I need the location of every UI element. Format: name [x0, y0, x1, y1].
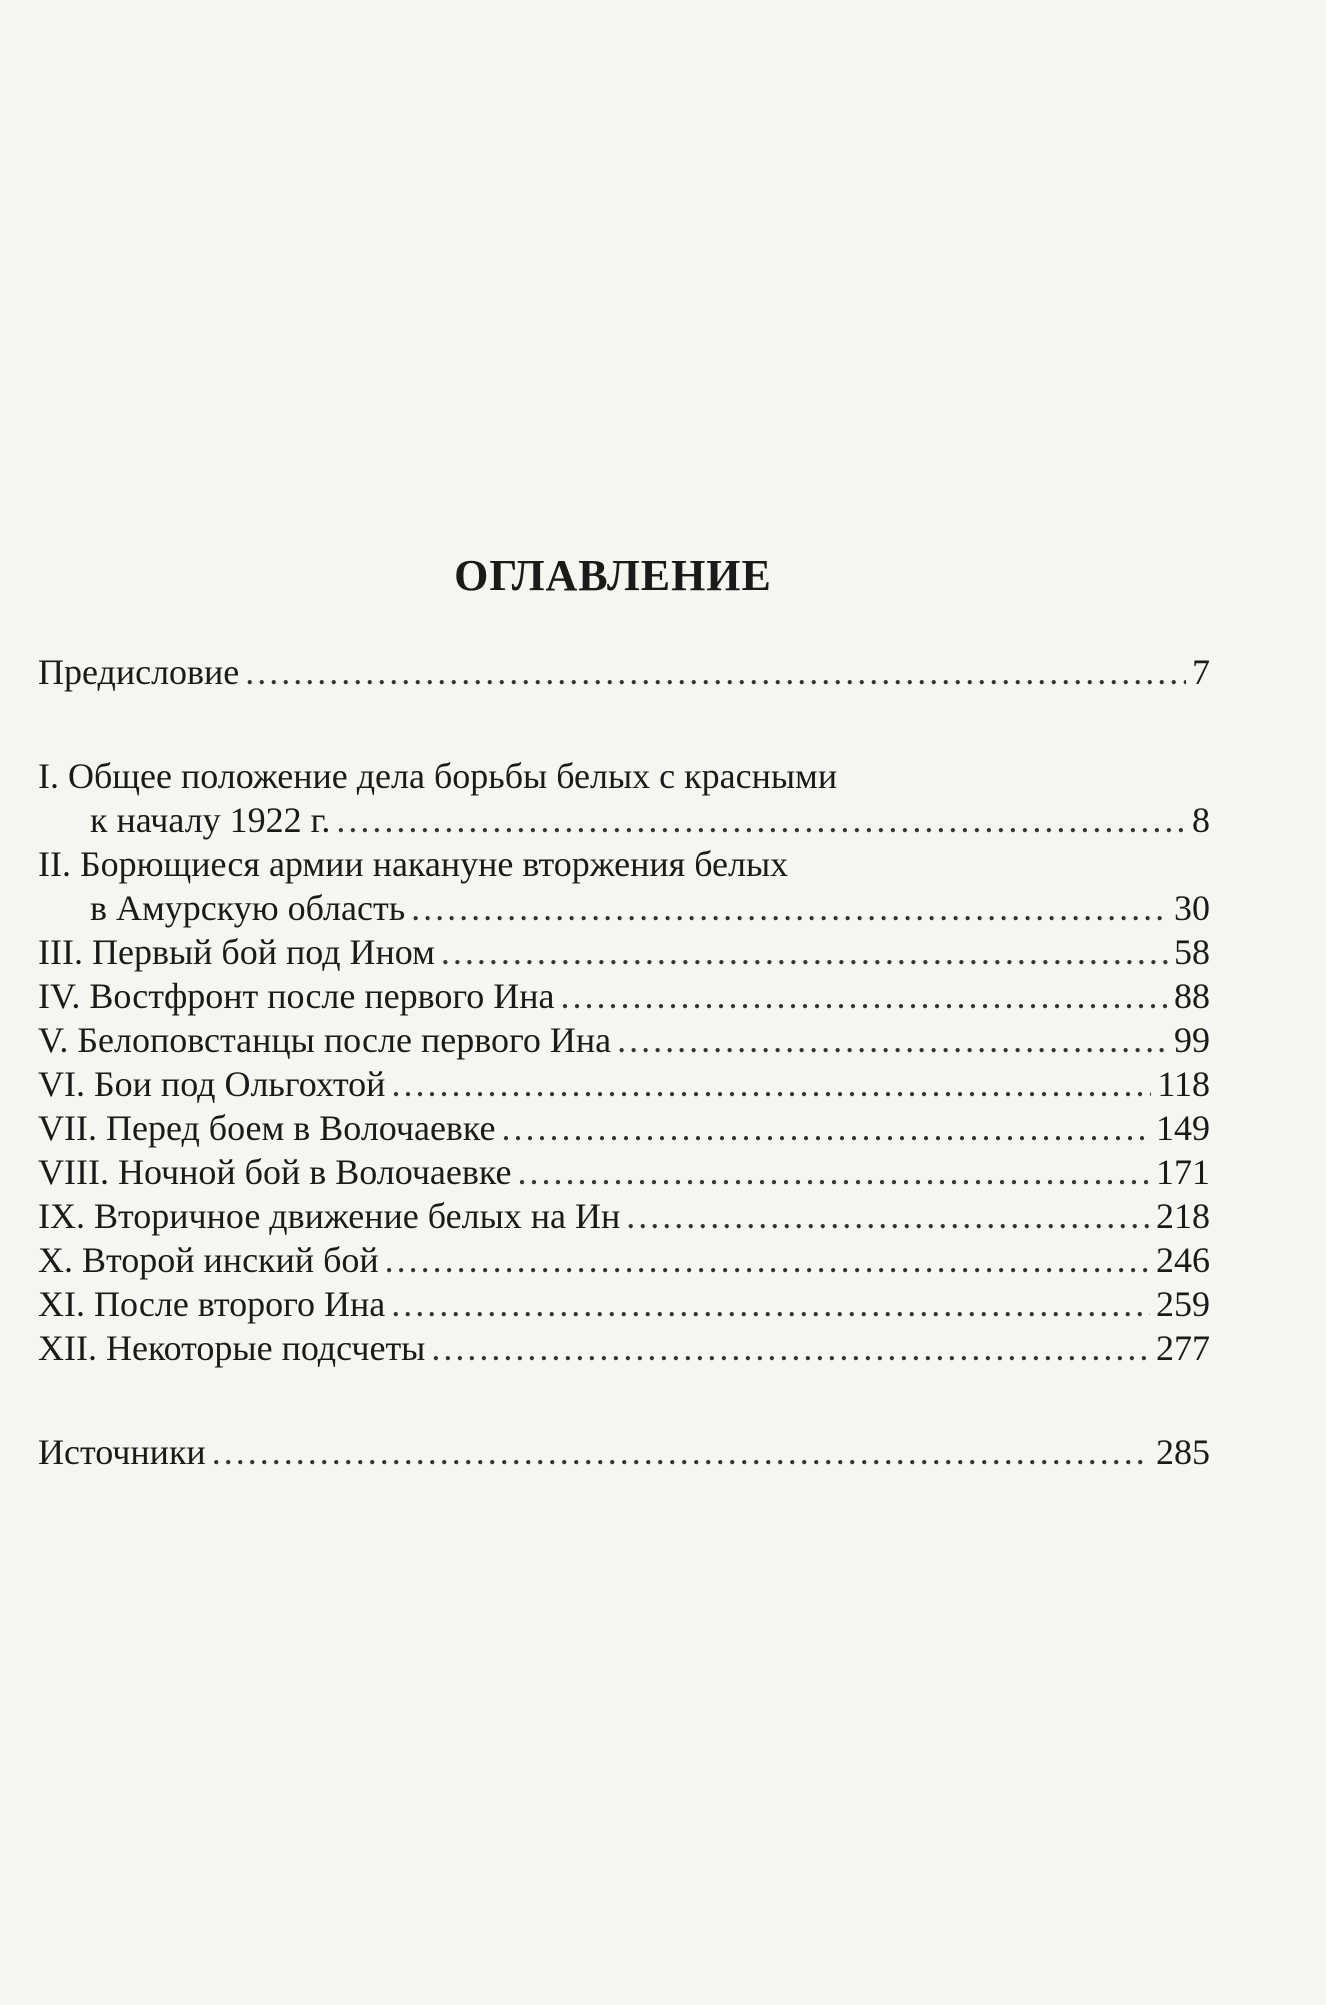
toc-page-number: 30	[1174, 888, 1210, 928]
dot-leader	[245, 650, 1186, 694]
toc-entry-chapter-12	[38, 1326, 1210, 1370]
toc-entry-label: I. Общее положение дела борьбы белых с красными	[38, 756, 838, 796]
toc-page-number: 259	[1156, 1284, 1210, 1324]
toc-page-number: 99	[1174, 1020, 1210, 1060]
toc-page-number: 171	[1156, 1152, 1210, 1192]
toc-page-number: 88	[1174, 976, 1210, 1016]
toc-page-number: 7	[1192, 652, 1210, 692]
dot-leader	[391, 1282, 1150, 1326]
toc-entry-preface	[38, 650, 1210, 694]
toc-entry-sources	[38, 1430, 1210, 1474]
table-of-contents	[38, 650, 1210, 1474]
dot-leader	[431, 1326, 1150, 1370]
toc-entry-chapter-11	[38, 1282, 1210, 1326]
toc-entry-chapter-10	[38, 1238, 1210, 1282]
toc-entry-label-cont: в Амурскую область	[90, 888, 406, 928]
toc-entry-chapter-7	[38, 1106, 1210, 1150]
toc-entry-continuation	[38, 798, 1210, 842]
toc-entry-chapter-9	[38, 1194, 1210, 1238]
dot-leader	[411, 886, 1168, 930]
toc-page-number: 58	[1174, 932, 1210, 972]
toc-entry-continuation	[38, 886, 1210, 930]
dot-leader	[560, 974, 1168, 1018]
toc-entry-label: XII. Некоторые подсчеты	[38, 1328, 426, 1368]
toc-page-number: 277	[1156, 1328, 1210, 1368]
dot-leader	[212, 1430, 1150, 1474]
toc-page-number: 218	[1156, 1196, 1210, 1236]
toc-entry-chapter-3	[38, 930, 1210, 974]
toc-entry-label: VIII. Ночной бой в Волочаевке	[38, 1152, 512, 1192]
toc-entry-label: Источники	[38, 1432, 206, 1472]
toc-entry-chapter-2	[38, 842, 1210, 930]
toc-entry-label: VII. Перед боем в Волочаевке	[38, 1108, 496, 1148]
dot-leader	[626, 1194, 1150, 1238]
toc-entry-label: III. Первый бой под Ином	[38, 932, 435, 972]
toc-entry-label: XI. После второго Ина	[38, 1284, 386, 1324]
dot-leader	[336, 798, 1186, 842]
dot-leader	[441, 930, 1168, 974]
toc-entry-chapter-5	[38, 1018, 1210, 1062]
toc-page-number: 149	[1156, 1108, 1210, 1148]
toc-entry-chapter-8	[38, 1150, 1210, 1194]
dot-leader	[391, 1062, 1151, 1106]
toc-entry-chapter-4	[38, 974, 1210, 1018]
toc-entry-label-cont: к началу 1922 г.	[90, 800, 331, 840]
page-title: ОГЛАВЛЕНИЕ	[454, 551, 772, 600]
toc-entry-chapter-6	[38, 1062, 1210, 1106]
chapter-list	[38, 754, 1210, 1370]
toc-entry-label: X. Второй инский бой	[38, 1240, 379, 1280]
dot-leader	[517, 1150, 1150, 1194]
toc-entry-chapter-1	[38, 754, 1210, 842]
toc-page-number: 285	[1156, 1432, 1210, 1472]
toc-page-number: 246	[1156, 1240, 1210, 1280]
toc-entry-label: IV. Востфронт после первого Ина	[38, 976, 555, 1016]
dot-leader	[617, 1018, 1168, 1062]
toc-entry-label: IX. Вторичное движение белых на Ин	[38, 1196, 621, 1236]
toc-entry-label: II. Борющиеся армии накануне вторжения белых	[38, 844, 789, 884]
toc-entry-label: Предисловие	[38, 652, 240, 692]
toc-page-number: 118	[1157, 1064, 1210, 1104]
dot-leader	[385, 1238, 1150, 1282]
toc-page-number: 8	[1192, 800, 1210, 840]
dot-leader	[502, 1106, 1151, 1150]
toc-entry-label: VI. Бои под Ольгохтой	[38, 1064, 386, 1104]
toc-entry-label: V. Белоповстанцы после первого Ина	[38, 1020, 612, 1060]
